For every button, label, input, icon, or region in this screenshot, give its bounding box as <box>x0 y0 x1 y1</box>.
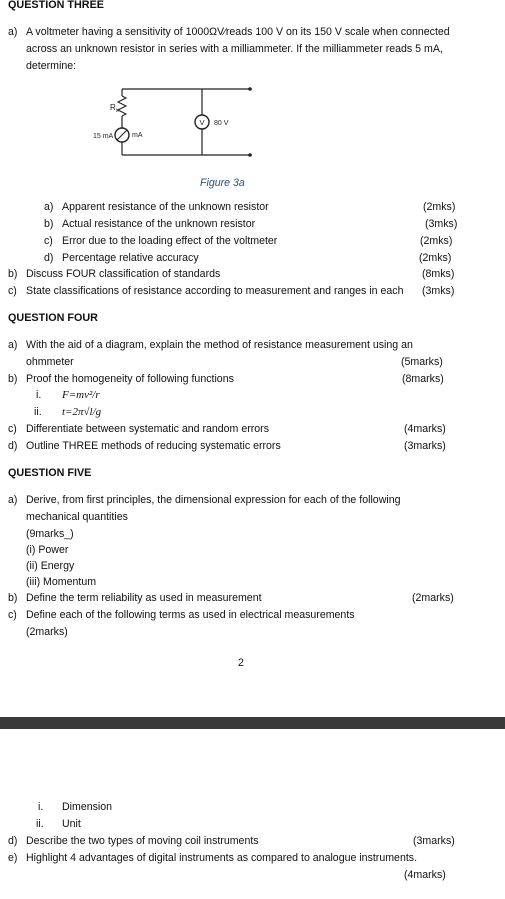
q5-a-item-energy: (ii) Energy <box>26 560 75 572</box>
resistor-rx <box>118 96 126 116</box>
p2-e-marks: (4marks) <box>404 869 446 881</box>
question-four-title: QUESTION FOUR <box>8 312 98 324</box>
p2-item-1-text: Dimension <box>62 801 113 813</box>
q4-d-text: Outline THREE methods of reducing systematic errors <box>26 440 281 452</box>
q3-sub-a-marks: (2mks) <box>423 201 456 213</box>
p2-d-marks: (3marks) <box>413 835 455 847</box>
q3-sub-d-marks: (2mks) <box>419 252 452 264</box>
p2-d-text: Describe the two types of moving coil instruments <box>26 835 259 847</box>
q4-c-marks: (4marks) <box>404 423 446 435</box>
figure-caption: Figure 3a <box>200 177 245 189</box>
q3-b-text: Discuss FOUR classification of standards <box>26 268 221 280</box>
q3-c-label: c) <box>8 285 17 297</box>
q4-a-line-2: ohmmeter <box>26 356 74 368</box>
q3-c-text: State classifications of resistance according to measurement and ranges in each <box>26 285 404 297</box>
q5-b-marks: (2marks) <box>412 592 454 604</box>
q4-a-line-1: With the aid of a diagram, explain the method of resistance measurement using an <box>26 339 413 351</box>
q3-c-marks: (3mks) <box>422 285 455 297</box>
voltmeter-reading: 80 V <box>214 120 229 127</box>
q3-sub-b-label: b) <box>44 218 54 230</box>
q5-c-text: Define each of the following terms as used in electrical measurements <box>26 609 355 621</box>
q4-b-item-1-formula: F=mv²/r <box>62 389 100 401</box>
milliammeter-reading: 15 mA <box>93 133 114 140</box>
q3-sub-d-label: d) <box>44 252 54 264</box>
q3-sub-a-label: a) <box>44 201 54 213</box>
q5-b-text: Define the term reliability as used in measurement <box>26 592 262 604</box>
q3-b-label: b) <box>8 268 18 280</box>
q4-b-item-1-label: i. <box>36 389 42 401</box>
q3-a-line-1: A voltmeter having a sensitivity of 1000ΩV∕reads 100 V on its 150 V scale when connected <box>26 26 450 38</box>
q5-a-marks: (9marks_) <box>26 528 74 540</box>
q3-sub-c-marks: (2mks) <box>420 235 453 247</box>
q5-a-item-momentum: (iii) Momentum <box>26 576 97 588</box>
p2-e-label: e) <box>8 852 18 864</box>
circuit-diagram <box>80 76 270 166</box>
q5-a-item-power: (i) Power <box>26 544 69 556</box>
q3-b-marks: (8mks) <box>422 268 455 280</box>
q3-sub-b-text: Actual resistance of the unknown resistor <box>62 218 256 230</box>
q3-sub-d-text: Percentage relative accuracy <box>62 252 199 264</box>
q4-a-marks: (5marks) <box>401 356 443 368</box>
q3-a-line-2: across an unknown resistor in series with a milliammeter. If the milliammeter reads 5 mA, <box>26 43 443 55</box>
question-three-title: QUESTION THREE <box>8 0 104 11</box>
q5-a-line-1: Derive, from first principles, the dimensional expression for each of the following <box>26 494 401 506</box>
q3-sub-c-label: c) <box>44 235 53 247</box>
q5-a-line-2: mechanical quantities <box>26 511 128 523</box>
q3-sub-a-text: Apparent resistance of the unknown resistor <box>62 201 269 213</box>
q3-a-line-3: determine: <box>26 60 77 72</box>
q4-c-text: Differentiate between systematic and random errors <box>26 423 269 435</box>
q3-sub-b-marks: (3mks) <box>425 218 458 230</box>
page-break-divider <box>0 717 505 729</box>
q4-b-item-2-label: ii. <box>34 406 42 418</box>
q4-c-label: c) <box>8 423 17 435</box>
rx-label: $R_x$ <box>110 103 119 114</box>
q5-c-label: c) <box>8 609 17 621</box>
q4-d-label: d) <box>8 440 18 452</box>
q4-d-marks: (3marks) <box>404 440 446 452</box>
terminal-top <box>248 87 252 91</box>
q3-sub-c-text: Error due to the loading effect of the voltmeter <box>62 235 278 247</box>
p2-d-label: d) <box>8 835 18 847</box>
milliammeter-symbol: mA <box>132 132 143 139</box>
q4-a-label: a) <box>8 339 18 351</box>
q4-b-item-2-formula: t=2π√l/g <box>62 406 102 418</box>
q4-b-text: Proof the homogeneity of following functions <box>26 373 234 385</box>
p2-item-1-label: i. <box>38 801 44 813</box>
q5-c-marks: (2marks) <box>26 626 68 638</box>
q5-b-label: b) <box>8 592 18 604</box>
terminal-bottom <box>248 153 252 157</box>
page-number: 2 <box>238 657 244 669</box>
voltmeter-symbol: V <box>199 118 205 127</box>
p2-e-text: Highlight 4 advantages of digital instruments as compared to analogue instruments. <box>26 852 418 864</box>
q3-a-label: a) <box>8 26 18 38</box>
q4-b-marks: (8marks) <box>402 373 444 385</box>
question-five-title: QUESTION FIVE <box>8 467 92 479</box>
p2-item-2-text: Unit <box>62 818 81 830</box>
q5-a-label: a) <box>8 494 18 506</box>
p2-item-2-label: ii. <box>36 818 44 830</box>
q4-b-label: b) <box>8 373 18 385</box>
